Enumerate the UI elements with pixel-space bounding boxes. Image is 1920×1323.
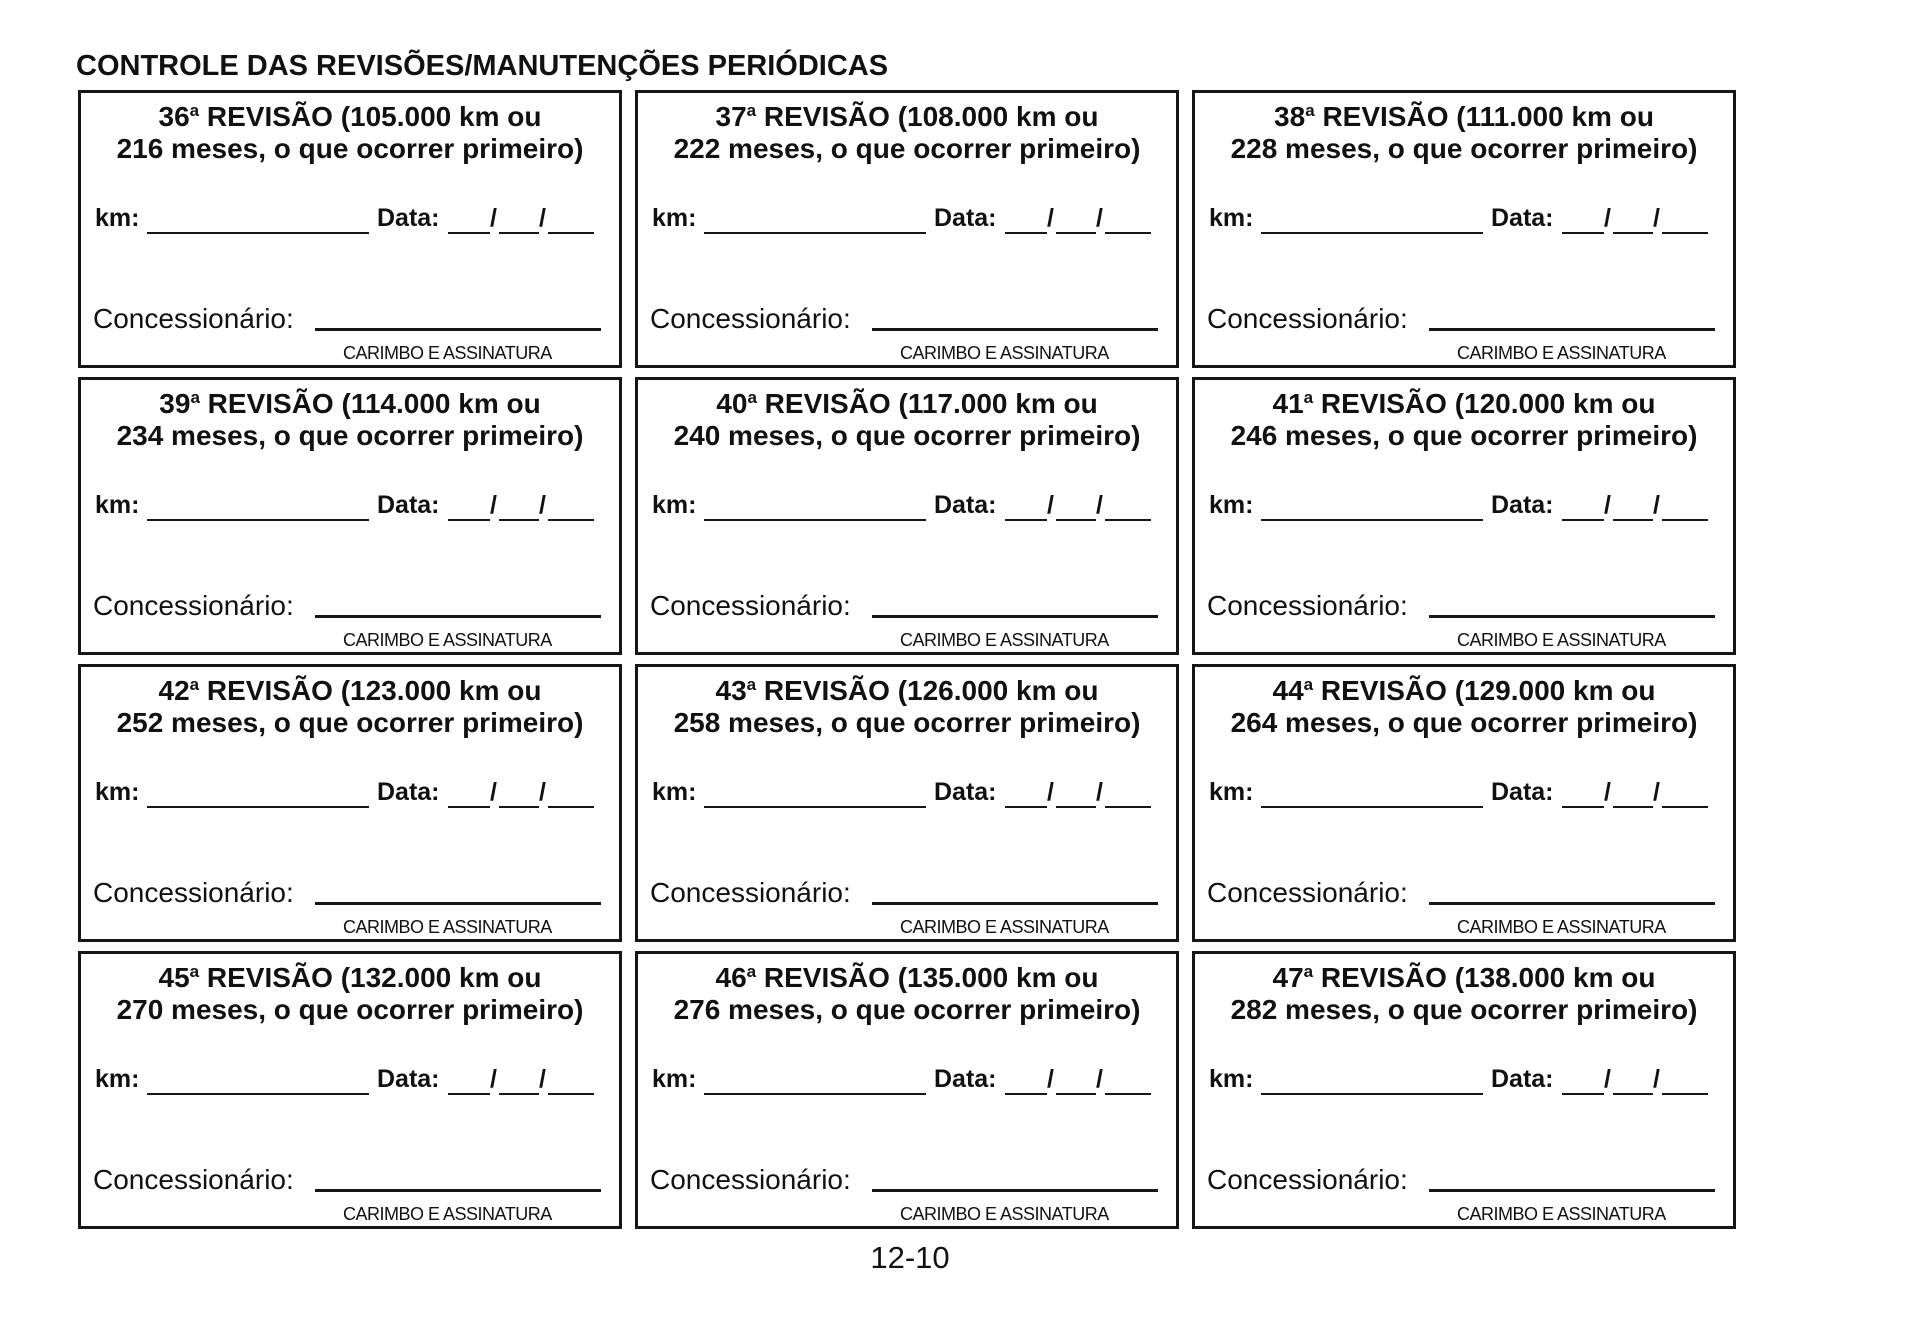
date-month-field[interactable] <box>499 806 539 808</box>
revision-heading-rest: REVISÃO (135.000 km ou <box>756 962 1099 993</box>
revision-heading <box>81 962 619 1026</box>
km-date-row <box>95 777 615 811</box>
revision-card <box>1192 377 1736 655</box>
dealer-label: Concessionário: <box>650 303 851 334</box>
km-field[interactable] <box>704 519 926 521</box>
dealer-signature-field[interactable] <box>872 615 1158 618</box>
date-separator: / <box>1653 778 1660 806</box>
revision-ordinal: 38 <box>1274 101 1306 132</box>
date-separator: / <box>1604 204 1611 232</box>
revision-card <box>635 90 1179 368</box>
date-label: Data: <box>934 204 997 232</box>
date-year-field[interactable] <box>1662 232 1708 234</box>
revision-heading <box>81 101 619 165</box>
km-date-row <box>1209 1064 1729 1098</box>
km-label: km: <box>1209 491 1254 519</box>
date-day-field[interactable] <box>448 1093 490 1095</box>
revision-ordinal-suffix: a <box>1303 388 1314 407</box>
km-label: km: <box>95 778 140 806</box>
dealer-signature-field[interactable] <box>315 1189 601 1192</box>
km-field[interactable] <box>1261 519 1483 521</box>
revision-heading <box>81 675 619 739</box>
date-separator: / <box>539 204 546 232</box>
date-label: Data: <box>934 778 997 806</box>
revision-card <box>635 664 1179 942</box>
date-year-field[interactable] <box>1105 232 1151 234</box>
date-day-field[interactable] <box>448 519 490 521</box>
date-separator: / <box>1096 778 1103 806</box>
km-label: km: <box>652 778 697 806</box>
revision-ordinal: 39 <box>159 388 191 419</box>
date-day-field[interactable] <box>1562 806 1604 808</box>
stamp-signature-caption: CARIMBO E ASSINATURA <box>1457 917 1666 937</box>
dealer-label: Concessionário: <box>93 590 294 621</box>
date-month-field[interactable] <box>1613 232 1653 234</box>
revision-ordinal-suffix: a <box>189 962 200 981</box>
dealer-row <box>1207 1164 1725 1200</box>
km-label: km: <box>1209 778 1254 806</box>
km-field[interactable] <box>1261 1093 1483 1095</box>
date-year-field[interactable] <box>548 1093 594 1095</box>
dealer-label: Concessionário: <box>650 877 851 908</box>
revision-card <box>78 90 622 368</box>
revision-card <box>1192 951 1736 1229</box>
revision-heading-line-2: 240 meses, o que ocorrer primeiro) <box>673 420 1141 451</box>
km-label: km: <box>652 204 697 232</box>
date-year-field[interactable] <box>1662 519 1708 521</box>
dealer-signature-field[interactable] <box>1429 328 1715 331</box>
revision-heading <box>638 675 1176 739</box>
revision-ordinal: 43 <box>715 675 747 706</box>
revision-heading-line-2: 282 meses, o que ocorrer primeiro) <box>1230 994 1698 1025</box>
date-separator: / <box>490 1065 497 1093</box>
km-date-row <box>1209 490 1729 524</box>
date-separator: / <box>490 204 497 232</box>
dealer-signature-field[interactable] <box>872 902 1158 905</box>
stamp-signature-caption: CARIMBO E ASSINATURA <box>1457 630 1666 650</box>
date-month-field[interactable] <box>1056 806 1096 808</box>
date-label: Data: <box>934 1065 997 1093</box>
km-field[interactable] <box>704 1093 926 1095</box>
revision-heading-rest: REVISÃO (105.000 km ou <box>199 101 542 132</box>
date-separator: / <box>1047 1065 1054 1093</box>
revision-heading-line-2: 234 meses, o que ocorrer primeiro) <box>116 420 584 451</box>
date-month-field[interactable] <box>1613 519 1653 521</box>
stamp-signature-caption: CARIMBO E ASSINATURA <box>1457 1204 1666 1224</box>
revision-heading <box>638 101 1176 165</box>
revision-heading-rest: REVISÃO (120.000 km ou <box>1313 388 1656 419</box>
revision-heading-line-1 <box>1195 675 1733 707</box>
revision-ordinal-suffix: a <box>1303 675 1314 694</box>
km-date-row <box>95 1064 615 1098</box>
revision-heading-rest: REVISÃO (114.000 km ou <box>199 388 541 419</box>
date-year-field[interactable] <box>548 806 594 808</box>
km-field[interactable] <box>1261 806 1483 808</box>
date-month-field[interactable] <box>1056 1093 1096 1095</box>
revision-heading-line-2: 228 meses, o que ocorrer primeiro) <box>1230 133 1698 164</box>
date-month-field[interactable] <box>1056 232 1096 234</box>
date-separator: / <box>1653 1065 1660 1093</box>
dealer-signature-field[interactable] <box>1429 902 1715 905</box>
revision-heading-line-2: 252 meses, o que ocorrer primeiro) <box>116 707 584 738</box>
date-day-field[interactable] <box>1005 806 1047 808</box>
revision-ordinal-suffix: a <box>746 675 757 694</box>
revision-ordinal-suffix: a <box>189 101 200 120</box>
revision-heading-line-1 <box>638 675 1176 707</box>
revision-heading-line-2: 258 meses, o que ocorrer primeiro) <box>673 707 1141 738</box>
stamp-signature-caption: CARIMBO E ASSINATURA <box>343 1204 552 1224</box>
date-day-field[interactable] <box>1005 232 1047 234</box>
date-label: Data: <box>377 491 440 519</box>
dealer-label: Concessionário: <box>650 590 851 621</box>
date-year-field[interactable] <box>1105 806 1151 808</box>
revision-heading <box>1195 675 1733 739</box>
revision-heading-line-1 <box>1195 962 1733 994</box>
revision-heading-rest: REVISÃO (126.000 km ou <box>756 675 1099 706</box>
date-day-field[interactable] <box>1005 1093 1047 1095</box>
revision-heading-line-2: 246 meses, o que ocorrer primeiro) <box>1230 420 1698 451</box>
km-label: km: <box>1209 204 1254 232</box>
date-separator: / <box>1047 778 1054 806</box>
date-month-field[interactable] <box>1056 519 1096 521</box>
revision-ordinal-suffix: a <box>1303 962 1314 981</box>
dealer-label: Concessionário: <box>1207 1164 1408 1195</box>
date-separator: / <box>539 1065 546 1093</box>
revision-card <box>1192 664 1736 942</box>
date-separator: / <box>1096 491 1103 519</box>
revision-card <box>78 377 622 655</box>
revision-heading-line-1 <box>1195 388 1733 420</box>
revision-heading-line-1 <box>81 388 619 420</box>
revision-card <box>78 664 622 942</box>
km-date-row <box>652 777 1172 811</box>
date-year-field[interactable] <box>548 519 594 521</box>
revision-heading-line-1 <box>81 675 619 707</box>
dealer-row <box>1207 590 1725 626</box>
date-separator: / <box>1604 778 1611 806</box>
stamp-signature-caption: CARIMBO E ASSINATURA <box>1457 343 1666 363</box>
km-date-row <box>1209 203 1729 237</box>
revision-heading <box>81 388 619 452</box>
stamp-signature-caption: CARIMBO E ASSINATURA <box>900 1204 1109 1224</box>
dealer-signature-field[interactable] <box>1429 615 1715 618</box>
km-label: km: <box>1209 1065 1254 1093</box>
dealer-label: Concessionário: <box>93 877 294 908</box>
revision-ordinal-suffix: a <box>1305 101 1315 120</box>
date-label: Data: <box>377 1065 440 1093</box>
date-separator: / <box>490 491 497 519</box>
revision-ordinal-suffix: a <box>746 101 757 120</box>
dealer-row <box>1207 303 1725 339</box>
revision-ordinal: 37 <box>715 101 747 132</box>
revision-heading-line-2: 276 meses, o que ocorrer primeiro) <box>673 994 1141 1025</box>
km-label: km: <box>95 491 140 519</box>
revision-heading-rest: REVISÃO (132.000 km ou <box>199 962 542 993</box>
date-label: Data: <box>1491 1065 1554 1093</box>
date-separator: / <box>539 778 546 806</box>
date-year-field[interactable] <box>1105 519 1151 521</box>
date-separator: / <box>490 778 497 806</box>
date-separator: / <box>1604 1065 1611 1093</box>
date-year-field[interactable] <box>548 232 594 234</box>
dealer-signature-field[interactable] <box>315 615 601 618</box>
date-month-field[interactable] <box>1613 806 1653 808</box>
km-field[interactable] <box>147 806 369 808</box>
revision-heading-rest: REVISÃO (108.000 km ou <box>756 101 1099 132</box>
date-year-field[interactable] <box>1105 1093 1151 1095</box>
revision-heading-rest: REVISÃO (129.000 km ou <box>1313 675 1656 706</box>
date-day-field[interactable] <box>448 806 490 808</box>
revision-heading-line-2: 270 meses, o que ocorrer primeiro) <box>116 994 584 1025</box>
revision-heading-rest: REVISÃO (117.000 km ou <box>756 388 1098 419</box>
revision-ordinal: 42 <box>158 675 190 706</box>
date-separator: / <box>1047 491 1054 519</box>
km-label: km: <box>652 491 697 519</box>
revision-ordinal: 36 <box>158 101 190 132</box>
revision-heading-rest: REVISÃO (138.000 km ou <box>1313 962 1656 993</box>
stamp-signature-caption: CARIMBO E ASSINATURA <box>343 630 552 650</box>
km-label: km: <box>652 1065 697 1093</box>
date-day-field[interactable] <box>1562 519 1604 521</box>
km-label: km: <box>95 1065 140 1093</box>
revision-ordinal: 40 <box>716 388 748 419</box>
revision-heading <box>1195 962 1733 1026</box>
km-field[interactable] <box>147 1093 369 1095</box>
date-month-field[interactable] <box>499 232 539 234</box>
date-separator: / <box>1653 491 1660 519</box>
revision-heading <box>638 962 1176 1026</box>
km-date-row <box>1209 777 1729 811</box>
date-day-field[interactable] <box>1562 1093 1604 1095</box>
revision-ordinal-suffix: a <box>746 962 757 981</box>
km-date-row <box>95 203 615 237</box>
date-day-field[interactable] <box>1562 232 1604 234</box>
dealer-signature-field[interactable] <box>315 328 601 331</box>
dealer-row <box>93 1164 611 1200</box>
date-month-field[interactable] <box>499 1093 539 1095</box>
revision-card <box>635 951 1179 1229</box>
km-field[interactable] <box>704 806 926 808</box>
dealer-signature-field[interactable] <box>872 328 1158 331</box>
revision-ordinal: 46 <box>715 962 747 993</box>
km-date-row <box>95 490 615 524</box>
date-label: Data: <box>934 491 997 519</box>
dealer-label: Concessionário: <box>1207 590 1408 621</box>
dealer-label: Concessionário: <box>1207 877 1408 908</box>
revision-ordinal-suffix: a <box>747 388 757 407</box>
page-number: 12-10 <box>870 1240 950 1275</box>
revision-ordinal: 41 <box>1272 388 1304 419</box>
revision-heading-line-1 <box>638 962 1176 994</box>
date-separator: / <box>1653 204 1660 232</box>
revision-heading <box>1195 101 1733 165</box>
dealer-row <box>1207 877 1725 913</box>
dealer-label: Concessionário: <box>1207 303 1408 334</box>
date-separator: / <box>1047 204 1054 232</box>
km-label: km: <box>95 204 140 232</box>
revision-ordinal: 45 <box>158 962 190 993</box>
dealer-row <box>650 590 1168 626</box>
revision-card <box>635 377 1179 655</box>
revision-heading <box>1195 388 1733 452</box>
stamp-signature-caption: CARIMBO E ASSINATURA <box>343 917 552 937</box>
km-date-row <box>652 203 1172 237</box>
km-field[interactable] <box>704 232 926 234</box>
dealer-label: Concessionário: <box>93 1164 294 1195</box>
revision-heading-line-1 <box>81 962 619 994</box>
stamp-signature-caption: CARIMBO E ASSINATURA <box>900 630 1109 650</box>
dealer-row <box>650 1164 1168 1200</box>
revision-ordinal: 44 <box>1272 675 1304 706</box>
revision-ordinal-suffix: a <box>189 675 200 694</box>
dealer-signature-field[interactable] <box>1429 1189 1715 1192</box>
date-label: Data: <box>1491 204 1554 232</box>
revision-ordinal: 47 <box>1272 962 1304 993</box>
date-day-field[interactable] <box>1005 519 1047 521</box>
date-separator: / <box>1096 204 1103 232</box>
date-separator: / <box>539 491 546 519</box>
revision-heading-line-2: 216 meses, o que ocorrer primeiro) <box>116 133 584 164</box>
dealer-signature-field[interactable] <box>872 1189 1158 1192</box>
revision-card <box>1192 90 1736 368</box>
date-year-field[interactable] <box>1662 1093 1708 1095</box>
stamp-signature-caption: CARIMBO E ASSINATURA <box>900 917 1109 937</box>
revision-heading <box>638 388 1176 452</box>
date-year-field[interactable] <box>1662 806 1708 808</box>
km-date-row <box>652 490 1172 524</box>
date-label: Data: <box>1491 778 1554 806</box>
date-label: Data: <box>377 204 440 232</box>
date-day-field[interactable] <box>448 232 490 234</box>
date-label: Data: <box>377 778 440 806</box>
revision-ordinal-suffix: a <box>190 388 200 407</box>
dealer-label: Concessionário: <box>650 1164 851 1195</box>
revision-heading-rest: REVISÃO (123.000 km ou <box>199 675 542 706</box>
date-month-field[interactable] <box>499 519 539 521</box>
revision-heading-line-1 <box>638 101 1176 133</box>
date-label: Data: <box>1491 491 1554 519</box>
revision-grid <box>78 90 1736 1229</box>
dealer-label: Concessionário: <box>93 303 294 334</box>
dealer-row <box>93 303 611 339</box>
date-month-field[interactable] <box>1613 1093 1653 1095</box>
dealer-signature-field[interactable] <box>315 902 601 905</box>
dealer-row <box>93 877 611 913</box>
revision-heading-line-2: 264 meses, o que ocorrer primeiro) <box>1230 707 1698 738</box>
date-separator: / <box>1096 1065 1103 1093</box>
km-field[interactable] <box>147 519 369 521</box>
stamp-signature-caption: CARIMBO E ASSINATURA <box>343 343 552 363</box>
km-field[interactable] <box>1261 232 1483 234</box>
revision-heading-line-1 <box>81 101 619 133</box>
date-separator: / <box>1604 491 1611 519</box>
km-date-row <box>652 1064 1172 1098</box>
stamp-signature-caption: CARIMBO E ASSINATURA <box>900 343 1109 363</box>
revision-heading-line-1 <box>1195 101 1733 133</box>
km-field[interactable] <box>147 232 369 234</box>
page-title: CONTROLE DAS REVISÕES/MANUTENÇÕES PERIÓDICAS <box>76 50 889 82</box>
dealer-row <box>650 877 1168 913</box>
revision-heading-line-2: 222 meses, o que ocorrer primeiro) <box>673 133 1141 164</box>
dealer-row <box>650 303 1168 339</box>
revision-heading-rest: REVISÃO (111.000 km ou <box>1314 101 1654 132</box>
revision-heading-line-1 <box>638 388 1176 420</box>
dealer-row <box>93 590 611 626</box>
revision-card <box>78 951 622 1229</box>
